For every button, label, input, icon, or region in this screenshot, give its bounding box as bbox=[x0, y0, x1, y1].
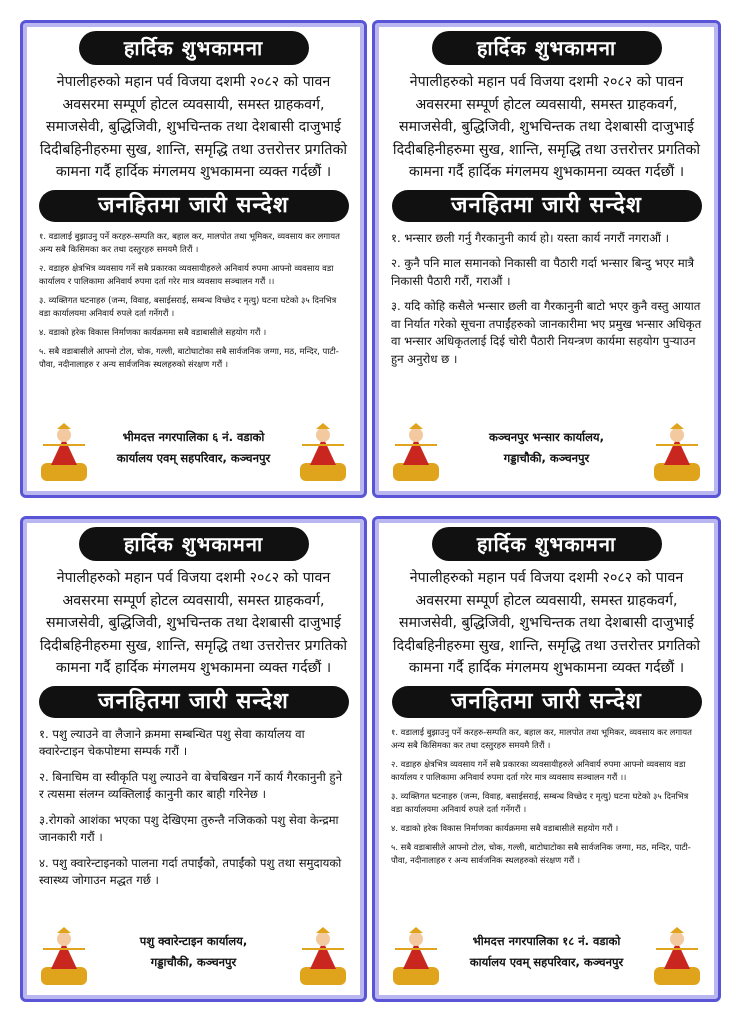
notice-item: ४. वडाको हरेक विकास निर्माणका कार्यक्रममा सबै वडाबासीले सहयोग गरौं । bbox=[391, 822, 619, 833]
notice-list bbox=[391, 726, 702, 867]
office-name bbox=[447, 427, 646, 469]
office-line-2: गड्डाचौकी, कञ्चनपुर bbox=[150, 955, 237, 969]
greeting-text: नेपालीहरुको महान पर्व विजया दशमी २०८२ को पावन अवसरमा सम्पूर्ण होटल व्यवसायी, समस्त ग्राहकवर्ग, समाजसेवी, बुद्धिजिवी, शुभचिन्तक तथा देशबासी दाजुभाई दिदीबहिनीहरुमा सुख, शान्ति, समृद्धि तथा उत्तरोत्तर प्रगतिको कामना गर्दै हार्दिक मंगलमय शुभकामना व्यक्त गर्दछौं । bbox=[39, 570, 348, 676]
notice-item: ५. सबै वडाबासीले आफ्नो टोल, चोक, गल्ली, बाटोघाटोका सबै सार्वजनिक जग्गा, मठ, मन्दिर, पाटी-पौवा, नदीनालाहरु र अन्य सार्वजनिक स्थलहरुको संरक्षण गरौं । bbox=[39, 345, 339, 369]
office-name bbox=[447, 931, 646, 973]
greeting-card-2 bbox=[372, 20, 721, 498]
public-notice-banner: जनहितमा जारी सन्देश bbox=[392, 190, 702, 222]
office-name bbox=[95, 427, 292, 469]
notice-list bbox=[39, 230, 348, 371]
durga-deity-icon bbox=[389, 423, 443, 483]
greeting-text: नेपालीहरुको महान पर्व विजया दशमी २०८२ को पावन अवसरमा सम्पूर्ण होटल व्यवसायी, समस्त ग्राहकवर्ग, समाजसेवी, बुद्धिजिवी, शुभचिन्तक तथा देशबासी दाजुभाई दिदीबहिनीहरुमा सुख, शान्ति, समृद्धि तथा उत्तरोत्तर प्रगतिको कामना गर्दै हार्दिक मंगलमय शुभकामना व्यक्त गर्दछौं । bbox=[392, 570, 701, 676]
card-title: हार्दिक शुभकामना bbox=[432, 527, 662, 561]
notice-item: ४. पशु क्वारेन्टाइनको पालना गर्दा तपाईंको, तपाईंको पशु तथा समुदायको स्वास्थ्य जोगाउन मद्धत गर्छ । bbox=[39, 855, 342, 887]
durga-deity-icon bbox=[650, 423, 704, 483]
durga-deity-icon bbox=[296, 423, 350, 483]
office-line-1: पशु क्वारेन्टाइन कार्यालय, bbox=[139, 934, 248, 948]
notice-list bbox=[39, 726, 348, 890]
notice-item: २. कुनै पनि माल समानको निकासी वा पैठारी गर्दा भन्सार बिन्दु भएर मात्रै निकासी पैठारी गरौं, गराऔं । bbox=[391, 256, 695, 288]
notice-item: ३. व्यक्तिगत घटनाहरु (जन्म, विवाह, बसाईसराई, सम्बन्ध विच्छेद र मृत्यु) घटना घटेको ३५ दिनभित्र वडा कार्यालयमा अनिवार्य रुपले दर्ता गर्नेगरौं । bbox=[391, 790, 689, 814]
office-line-1: भीमदत्त नगरपालिका १८ नं. वडाको bbox=[472, 934, 621, 948]
durga-deity-icon bbox=[389, 927, 443, 987]
public-notice-banner: जनहितमा जारी सन्देश bbox=[39, 686, 349, 718]
public-notice-banner: जनहितमा जारी सन्देश bbox=[39, 190, 349, 222]
greeting-text: नेपालीहरुको महान पर्व विजया दशमी २०८२ को पावन अवसरमा सम्पूर्ण होटल व्यवसायी, समस्त ग्राहकवर्ग, समाजसेवी, बुद्धिजिवी, शुभचिन्तक तथा देशबासी दाजुभाई दिदीबहिनीहरुमा सुख, शान्ति, समृद्धि तथा उत्तरोत्तर प्रगतिको कामना गर्दै हार्दिक मंगलमय शुभकामना व्यक्त गर्दछौं । bbox=[39, 74, 348, 180]
notice-item: ५. सबै वडाबासीले आफ्नो टोल, चोक, गल्ली, बाटोघाटोका सबै सार्वजनिक जग्गा, मठ, मन्दिर, पाटी-पौवा, नदीनालाहरु र अन्य सार्वजनिक स्थलहरुको संरक्षण गरौं । bbox=[391, 841, 691, 865]
notice-item: २. वडाहरु क्षेत्रभित्र व्यवसाय गर्ने सबै प्रकारका व्यवसायीहरुले अनिवार्य रुपमा आफ्नो व्यवसाय वडा कार्यालय र पालिकामा अनिवार्य रुपमा दर्ता गरेर मात्र व्यवसाय सञ्चालन गरौं ।। bbox=[391, 758, 686, 782]
notice-item: १. भन्सार छली गर्नु गैरकानुनी कार्य हो। यस्ता कार्य नगरौं नगराऔं । bbox=[391, 230, 670, 245]
office-name bbox=[95, 931, 292, 973]
card-title: हार्दिक शुभकामना bbox=[432, 31, 662, 65]
office-line-1: भीमदत्त नगरपालिका ६ नं. वडाको bbox=[122, 430, 265, 444]
office-line-2: गड्डाचौकी, कञ्चनपुर bbox=[503, 451, 590, 465]
office-line-2: कार्यालय एवम् सहपरिवार, कञ्चनपुर bbox=[116, 451, 271, 465]
notice-item: १. वडालाई बुझाउनु पर्ने करहरु-सम्पति कर, बहाल कर, मालपोत तथा भूमिकर, व्यवसाय कर लगायत अन्य सबै किसिमका कर तथा दस्तुरहरु समयमै तिरौं । bbox=[39, 230, 340, 254]
card-title: हार्दिक शुभकामना bbox=[79, 31, 309, 65]
notice-item: ३.रोगको आशंका भएका पशु देखिएमा तुरुन्तै नजिकको पशु सेवा केन्द्रमा जानकारी गरौं । bbox=[39, 812, 339, 844]
public-notice-banner: जनहितमा जारी सन्देश bbox=[392, 686, 702, 718]
notice-item: ४. वडाको हरेक विकास निर्माणका कार्यक्रममा सबै वडाबासीले सहयोग गरौं । bbox=[39, 326, 267, 337]
greeting-card-1 bbox=[20, 20, 367, 498]
card-title: हार्दिक शुभकामना bbox=[79, 527, 309, 561]
card-footer bbox=[387, 413, 706, 483]
greeting-card-4 bbox=[372, 516, 721, 1002]
durga-deity-icon bbox=[296, 927, 350, 987]
notice-item: १. पशु ल्याउने वा लैजाने क्रममा सम्बन्धित पशु सेवा कार्यालय वा क्वारेन्टाइन चेकपोष्टमा सम्पर्क गरौं । bbox=[39, 726, 305, 758]
card-footer bbox=[35, 917, 352, 987]
greeting-text: नेपालीहरुको महान पर्व विजया दशमी २०८२ को पावन अवसरमा सम्पूर्ण होटल व्यवसायी, समस्त ग्राहकवर्ग, समाजसेवी, बुद्धिजिवी, शुभचिन्तक तथा देशबासी दाजुभाई दिदीबहिनीहरुमा सुख, शान्ति, समृद्धि तथा उत्तरोत्तर प्रगतिको कामना गर्दै हार्दिक मंगलमय शुभकामना व्यक्त गर्दछौं । bbox=[392, 74, 701, 180]
notice-item: २. वडाहरु क्षेत्रभित्र व्यवसाय गर्ने सबै प्रकारका व्यवसायीहरुले अनिवार्य रुपमा आफ्नो व्यवसाय वडा कार्यालय र पालिकामा अनिवार्य रुपमा दर्ता गरेर मात्र व्यवसाय सञ्चालन गरौं ।। bbox=[39, 262, 334, 286]
notice-item: ३. यदि कोहि कसैले भन्सार छली वा गैरकानुनी बाटो भएर कुनै वस्तु आयात वा निर्यात गरेको सूचना तपाईंहरुको जानकारीमा भए प्रमुख भन्सार अधिकृत वा भन्सार अधिकृतलाई दिई चोरी पैठारी नियन्त्रण कार्यमा सहयोग पुर्‍याउन हुन अनुरोध छ । bbox=[391, 299, 702, 366]
durga-deity-icon bbox=[650, 927, 704, 987]
office-line-1: कञ्चनपुर भन्सार कार्यालय, bbox=[489, 430, 604, 444]
notice-item: २. बिनाचिम वा स्वीकृति पशु ल्याउने वा बेचबिखन गर्ने कार्य गैरकानुनी हुने र त्यसमा संलग्न व्यक्तिलाई कानुनी कार बाही गरिनेछ । bbox=[39, 769, 343, 801]
office-line-2: कार्यालय एवम् सहपरिवार, कञ्चनपुर bbox=[469, 955, 624, 969]
card-footer bbox=[35, 413, 352, 483]
notice-item: ३. व्यक्तिगत घटनाहरु (जन्म, विवाह, बसाईसराई, सम्बन्ध विच्छेद र मृत्यु) घटना घटेको ३५ दिनभित्र वडा कार्यालयमा अनिवार्य रुपले दर्ता गर्नेगरौं । bbox=[39, 294, 337, 318]
notice-list bbox=[391, 230, 702, 369]
card-footer bbox=[387, 917, 706, 987]
durga-deity-icon bbox=[37, 927, 91, 987]
greeting-card-3 bbox=[20, 516, 367, 1002]
durga-deity-icon bbox=[37, 423, 91, 483]
notice-item: १. वडालाई बुझाउनु पर्ने करहरु-सम्पति कर, बहाल कर, मालपोत तथा भूमिकर, व्यवसाय कर लगायत अन्य सबै किसिमका कर तथा दस्तुरहरु समयमै तिरौं । bbox=[391, 726, 692, 750]
